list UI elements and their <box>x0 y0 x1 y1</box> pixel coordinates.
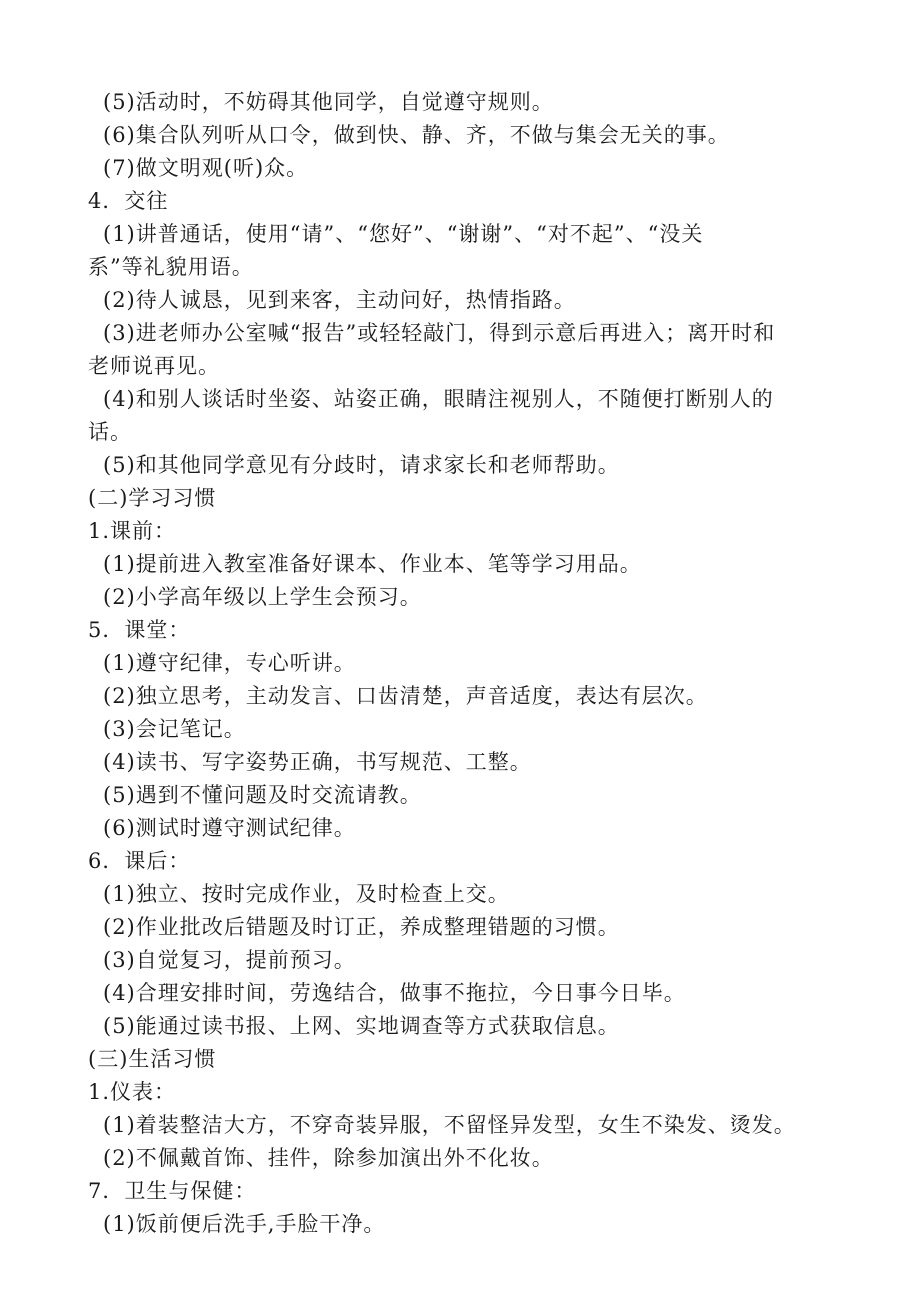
text-line: (4)和别人谈话时坐姿、站姿正确，眼睛注视别人，不随便打断别人的 <box>103 387 774 411</box>
text-line: (3)自觉复习，提前预习。 <box>103 948 356 972</box>
section-heading: (二)学习习惯 <box>88 486 217 510</box>
text-line: (2)小学高年级以上学生会预习。 <box>103 585 422 609</box>
text-line: (2)不佩戴首饰、挂件，除参加演出外不化妆。 <box>103 1146 554 1170</box>
text-line: (2)作业批改后错题及时订正，养成整理错题的习惯。 <box>103 915 620 939</box>
text-line: (6)测试时遵守测试纪律。 <box>103 816 356 840</box>
text-line: 老师说再见。 <box>88 354 220 378</box>
text-line: (5)活动时，不妨碍其他同学，自觉遵守规则。 <box>103 90 554 114</box>
section-heading: 6．课后： <box>88 849 191 873</box>
section-heading: (三)生活习惯 <box>88 1047 217 1071</box>
text-line: (1)讲普通话，使用“请”、“您好”、“谢谢”、“对不起”、“没关 <box>103 222 704 246</box>
section-heading: 1.仪表： <box>88 1080 177 1104</box>
text-line: (2)独立思考，主动发言、口齿清楚，声音适度，表达有层次。 <box>103 684 708 708</box>
text-line: (6)集合队列听从口令，做到快、静、齐，不做与集会无关的事。 <box>103 123 730 147</box>
text-line: (1)饭前便后洗手,手脸干净。 <box>103 1212 386 1236</box>
text-line: (3)进老师办公室喊“报告”或轻轻敲门，得到示意后再进入；离开时和 <box>103 321 776 345</box>
text-line: (1)提前进入教室准备好课本、作业本、笔等学习用品。 <box>103 552 642 576</box>
text-line: (1)着装整洁大方，不穿奇装异服，不留怪异发型，女生不染发、烫发。 <box>103 1113 796 1137</box>
text-line: (1)独立、按时完成作业，及时检查上交。 <box>103 882 510 906</box>
text-line: (2)待人诚恳，见到来客，主动问好，热情指路。 <box>103 288 576 312</box>
section-heading: 1.课前： <box>88 519 177 543</box>
section-heading: 7．卫生与保健： <box>88 1179 257 1203</box>
text-line: (4)读书、写字姿势正确，书写规范、工整。 <box>103 750 532 774</box>
text-line: (4)合理安排时间，劳逸结合，做事不拖拉，今日事今日毕。 <box>103 981 686 1005</box>
text-line: (5)能通过读书报、上网、实地调查等方式获取信息。 <box>103 1014 620 1038</box>
text-line: (5)和其他同学意见有分歧时，请求家长和老师帮助。 <box>103 453 620 477</box>
text-line: (5)遇到不懂问题及时交流请教。 <box>103 783 422 807</box>
text-line: 话。 <box>88 420 132 444</box>
text-line: (7)做文明观(听)众。 <box>103 156 309 180</box>
section-heading: 4．交往 <box>88 189 169 213</box>
text-line: 系”等礼貌用语。 <box>88 255 254 279</box>
text-line: (3)会记笔记。 <box>103 717 246 741</box>
section-heading: 5．课堂： <box>88 618 191 642</box>
text-line: (1)遵守纪律，专心听讲。 <box>103 651 356 675</box>
